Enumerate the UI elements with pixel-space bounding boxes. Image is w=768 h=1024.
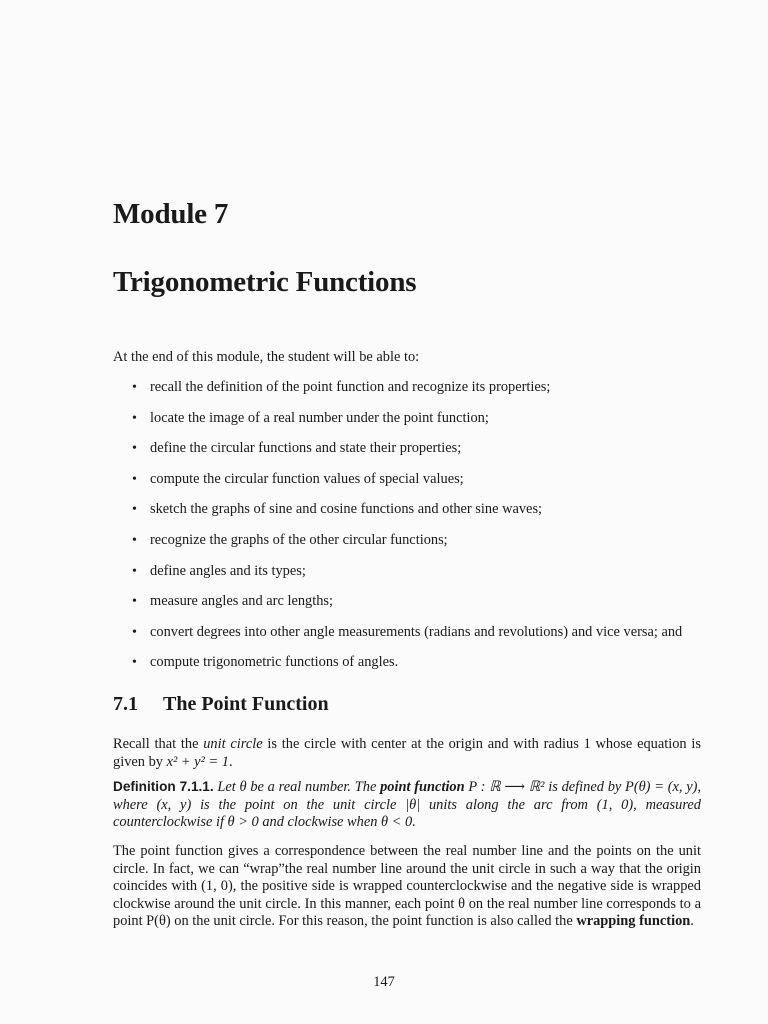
objective-text: compute the circular function values of special values; (150, 470, 464, 487)
objective-item (113, 410, 713, 441)
wrapping-paragraph (113, 843, 701, 931)
objective-item (113, 440, 713, 471)
objective-item (113, 379, 713, 410)
bullet-icon: • (132, 532, 137, 548)
bullet-icon: • (132, 655, 137, 671)
definition-label: Definition 7.1.1. (113, 779, 214, 794)
bullet-icon: • (132, 441, 137, 457)
bullet-icon: • (132, 380, 137, 395)
definition-text: P : ℝ ⟶ ℝ² is defined by P(θ) = (x, y), where (x, y) is the point on the unit circle |θ| units along the arc from (1, 0), measured counterclockwise if θ > 0 and clockwise when θ < 0. (113, 779, 702, 831)
objective-item (113, 471, 713, 502)
objective-item (113, 532, 713, 563)
section-title: The Point Function (163, 693, 329, 715)
bullet-icon: • (132, 594, 137, 610)
bullet-icon: • (132, 502, 137, 518)
paragraph-text: is the circle with center at the origin and with radius 1 whose equation is given by (113, 736, 701, 770)
objective-text: compute trigonometric functions of angles. (150, 654, 399, 671)
objective-text: recognize the graphs of the other circular functions; (150, 531, 448, 548)
objective-text: define angles and its types; (150, 562, 306, 579)
bullet-icon: • (132, 563, 137, 579)
objective-item (113, 501, 713, 532)
page-number: 147 (373, 974, 395, 990)
bullet-icon: • (132, 471, 137, 487)
objective-text: measure angles and arc lengths; (150, 593, 334, 610)
objectives-list (113, 379, 713, 685)
wrapping-function-term: wrapping function (576, 913, 691, 930)
paragraph-text: . (228, 753, 233, 770)
section-heading (113, 693, 329, 716)
paragraph-text: The point function gives a correspondence between the real number line and the points on the unit circle. In fact, we can “wrap”the real number line around the unit circle in such a way that the origin coincides with (1, 0), the positive side is wrapped counterclockwise and the negative side is wrapped clockwise around the unit circle. In this manner, each point θ on the real number line corresponds to a point P(θ) on the unit circle. For this reason, the point function is also called the (113, 843, 701, 930)
module-title: Trigonometric Functions (113, 266, 417, 298)
definition-text: Let θ be a real number. The (213, 779, 381, 795)
paragraph-text: Recall that the (113, 736, 204, 752)
unit-circle-term: unit circle (203, 736, 263, 752)
objective-text: convert degrees into other angle measurements (radians and revolutions) and vice versa; and (150, 623, 683, 640)
objective-item (113, 654, 713, 685)
unit-circle-paragraph (113, 736, 701, 771)
definition-block (113, 778, 701, 832)
objective-item (113, 593, 713, 624)
objective-item (113, 624, 713, 655)
objective-text: recall the definition of the point function and recognize its properties; (150, 379, 551, 395)
objective-text: define the circular functions and state their properties; (150, 440, 462, 457)
section-number: 7.1 (113, 693, 138, 715)
objective-text: locate the image of a real number under the point function; (150, 409, 489, 426)
point-function-term: point function (380, 779, 465, 795)
objective-text: sketch the graphs of sine and cosine functions and other sine waves; (150, 501, 543, 518)
bullet-icon: • (132, 624, 137, 640)
objectives-intro: At the end of this module, the student will be able to: (113, 349, 420, 365)
paragraph-text: . (690, 913, 694, 930)
objective-item (113, 563, 713, 594)
unit-circle-equation: x² + y² = 1 (166, 753, 229, 770)
bullet-icon: • (132, 410, 137, 426)
module-label: Module 7 (113, 198, 229, 230)
